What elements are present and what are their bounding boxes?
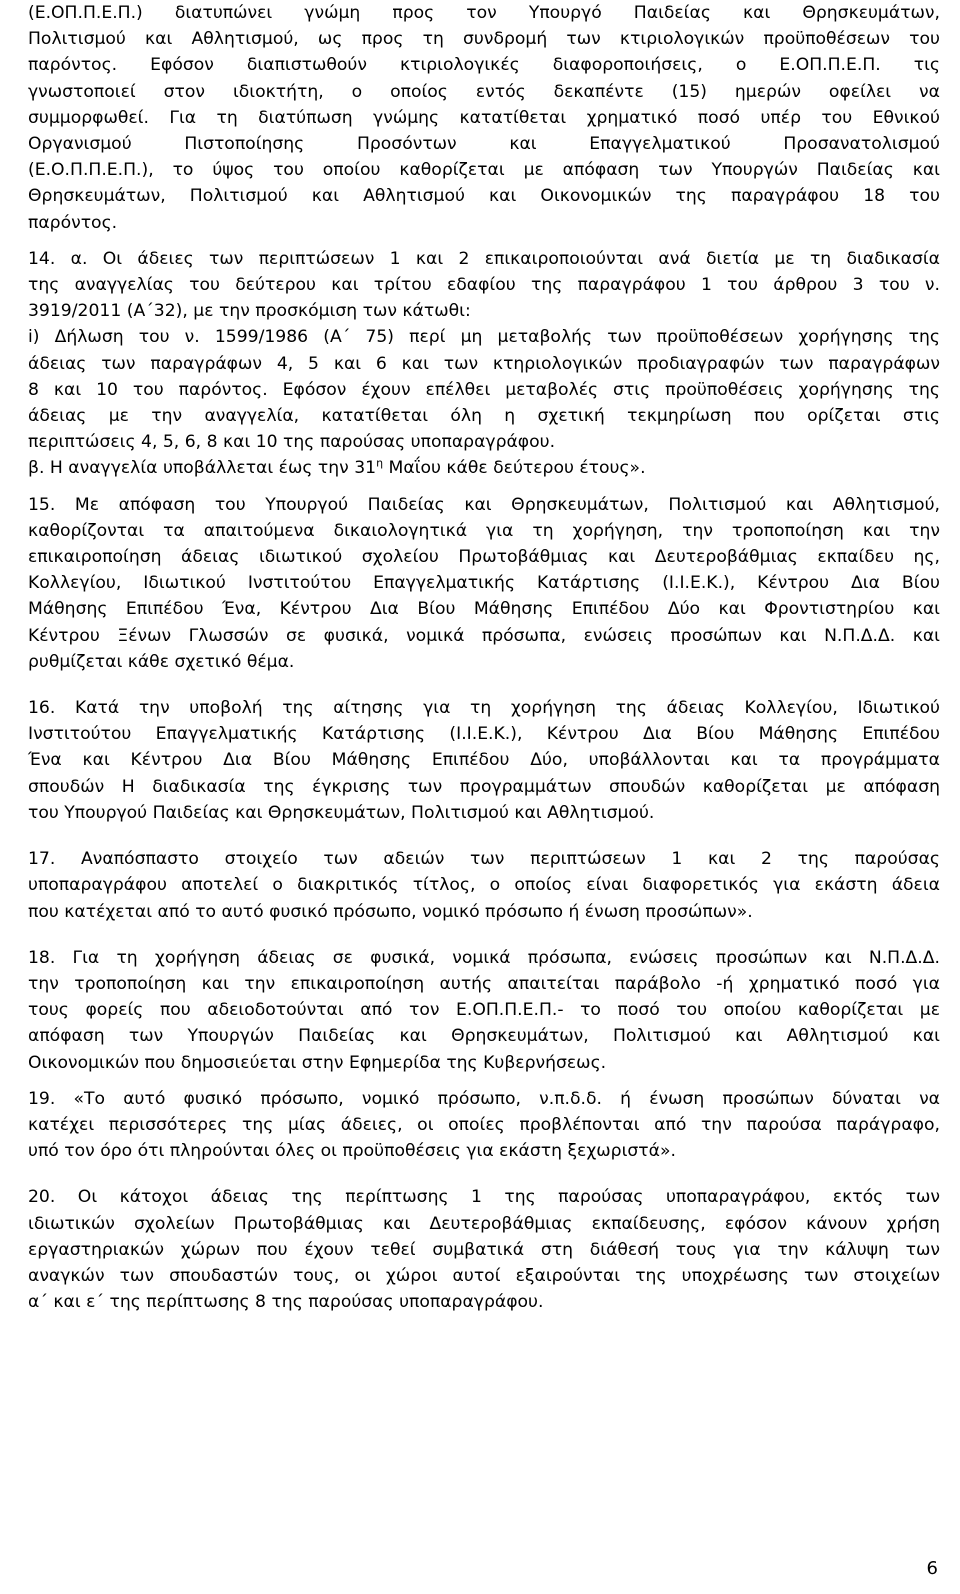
text-line: εργαστηριακών χώρων που έχουν τεθεί συμβατικά στη διάθεσή τους για την κάλυψη των (28, 1239, 940, 1260)
text-line: επικαιροποίηση άδειας ιδιωτικού σχολείου Πρωτοβάθμιας και Δευτεροβάθμιας εκπαίδευ ης, (28, 547, 940, 568)
text-line: άδειας των παραγράφων 4, 5 και 6 και των κτηριολογικών προδιαγραφών των παραγράφων (28, 353, 940, 374)
text-line: Μάθησης Επιπέδου Ένα, Κέντρου Δια Βίου Μάθησης Επιπέδου Δύο και Φροντιστηρίου και (28, 599, 940, 620)
text-line: 18. Για τη χορήγηση άδειας σε φυσικά, νομικά πρόσωπα, ενώσεις προσώπων και Ν.Π.Δ.Δ. (28, 947, 940, 968)
text-line: την τροποποίηση και την επικαιροποίηση αυτής απαιτείται παράβολο -ή χρηματικό ποσό για (28, 973, 940, 994)
text-line: 15. Με απόφαση του Υπουργού Παιδείας και Θρησκευμάτων, Πολιτισμού και Αθλητισμού, (28, 494, 940, 515)
text-line: καθορίζονται τα απαιτούμενα δικαιολογητικά για τη χορήγηση, την τροποποίηση και την (28, 520, 940, 541)
text-line: υποπαραγράφου αποτελεί ο διακριτικός τίτλος, ο οποίος είναι διαφορετικός για εκάστη άδεια (28, 875, 940, 896)
text-line: Ένα και Κέντρου Δια Βίου Μάθησης Επιπέδου Δύο, υποβάλλονται και τα προγράμματα (28, 750, 940, 771)
text-line: (Ε.ΟΠ.Π.Ε.Π.) διατυπώνει γνώμη προς τον Υπουργό Παιδείας και Θρησκευμάτων, (28, 3, 940, 23)
text-line: ρυθμίζεται κάθε σχετικό θέμα. (28, 651, 295, 672)
page-number: 6 (926, 1558, 938, 1579)
text-line: 17. Αναπόσπαστο στοιχείο των αδειών των περιπτώσεων 1 και 2 της παρούσας (28, 849, 940, 870)
text-line: που κατέχεται από το αυτό φυσικό πρόσωπο, νομικό πρόσωπο ή ένωση προσώπων». (28, 901, 753, 922)
text-line (28, 455, 940, 481)
text-line: Οικονομικών που δημοσιεύεται στην Εφημερίδα της Κυβερνήσεως. (28, 1052, 607, 1073)
paragraph-18 (28, 945, 940, 1076)
text-line: απόφαση των Υπουργών Παιδείας και Θρησκευμάτων, Πολιτισμού και Αθλητισμού και (28, 1026, 940, 1047)
paragraph-19 (28, 1086, 940, 1165)
document-page (28, 0, 940, 1315)
text-line: α΄ και ε΄ της περίπτωσης 8 της παρούσας υποπαραγράφου. (28, 1292, 544, 1313)
text-line: Οργανισμού Πιστοποίησης Προσόντων και Επαγγελματικού Προσανατολισμού (28, 134, 940, 155)
paragraph-14 (28, 246, 940, 482)
superscript: η (376, 456, 384, 470)
paragraph-15 (28, 492, 940, 675)
text-fragment: Μαΐου κάθε δεύτερου έτους». (383, 458, 646, 479)
text-line: της αναγγελίας του δεύτερου και τρίτου εδαφίου της παραγράφου 1 του άρθρου 3 του ν. (28, 275, 940, 296)
text-line: Πολιτισμού και Αθλητισμού, ως προς τη συνδρομή των κτιριολογικών προϋποθέσεων του (28, 29, 940, 50)
text-line: 16. Κατά την υποβολή της αίτησης για τη χορήγηση της άδειας Κολλεγίου, Ιδιωτικού (28, 698, 940, 719)
text-line: περιπτώσεις 4, 5, 6, 8 και 10 της παρούσας υποπαραγράφου. (28, 432, 556, 453)
text-line: συμμορφωθεί. Για τη διατύπωση γνώμης κατατίθεται χρηματικό ποσό υπέρ του Εθνικού (28, 107, 940, 128)
text-line: ιδιωτικών σχολείων Πρωτοβάθμιας και Δευτεροβάθμιας εκπαίδευσης, εφόσον κάνουν χρήση (28, 1213, 940, 1234)
paragraph-17 (28, 846, 940, 925)
text-line: άδειας με την αναγγελία, κατατίθεται όλη η σχετική τεκμηρίωση που ορίζεται στις (28, 406, 940, 427)
text-line: 3919/2011 (Α΄32), με την προσκόμιση των κάτωθι: (28, 301, 471, 322)
text-fragment: β. Η αναγγελία υποβάλλεται έως την 31 (28, 458, 377, 479)
paragraph-16 (28, 695, 940, 826)
text-line: σπουδών Η διαδικασία της έγκρισης των προγραμμάτων σπουδών καθορίζεται με απόφαση (28, 776, 940, 797)
text-line: Κολλεγίου, Ιδιωτικού Ινστιτούτου Επαγγελματικής Κατάρτισης (Ι.Ι.Ε.Κ.), Κέντρου Δια Βίου (28, 573, 940, 594)
text-line: 14. α. Οι άδειες των περιπτώσεων 1 και 2 επικαιροποιούνται ανά διετία με τη διαδικασία (28, 248, 940, 269)
text-line: γνωστοποιεί στον ιδιοκτήτη, ο οποίος εντός δεκαπέντε (15) ημερών οφείλει να (28, 81, 940, 102)
text-line: Θρησκευμάτων, Πολιτισμού και Αθλητισμού και Οικονομικών της παραγράφου 18 του (28, 186, 940, 207)
text-line: τους φορείς που αδειοδοτούνται από τον Ε.ΟΠ.Π.Ε.Π.- το ποσό του οποίου καθορίζεται με (28, 1000, 940, 1021)
text-line: (Ε.Ο.Π.Π.Ε.Π.), το ύψος του οποίου καθορίζεται με απόφαση των Υπουργών Παιδείας και (28, 160, 940, 181)
text-line: παρόντος. (28, 212, 118, 233)
text-line: παρόντος. Εφόσον διαπιστωθούν κτιριολογικές διαφοροποιήσεις, ο Ε.ΟΠ.Π.Ε.Π. τις (28, 55, 940, 76)
text-line: αναγκών των σπουδαστών τους, οι χώροι αυτοί εξαιρούνται της υποχρέωσης των στοιχείων (28, 1265, 940, 1286)
text-line: του Υπουργού Παιδείας και Θρησκευμάτων, Πολιτισμού και Αθλητισμού. (28, 802, 655, 823)
text-line: Κέντρου Ξένων Γλωσσών σε φυσικά, νομικά πρόσωπα, ενώσεις προσώπων και Ν.Π.Δ.Δ. και (28, 625, 940, 646)
paragraph-13-continuation (28, 0, 940, 236)
text-line: κατέχει περισσότερες της μίας άδειες, οι οποίες προβλέπονται από την παρούσα παράγραφο, (28, 1114, 940, 1135)
text-line: i) Δήλωση του ν. 1599/1986 (Α΄ 75) περί μη μεταβολής των προϋποθέσεων χορήγησης της (28, 327, 940, 348)
text-line: Ινστιτούτου Επαγγελματικής Κατάρτισης (Ι.Ι.Ε.Κ.), Κέντρου Δια Βίου Μάθησης Επιπέδου (28, 724, 940, 745)
text-line: 19. «Το αυτό φυσικό πρόσωπο, νομικό πρόσωπο, ν.π.δ.δ. ή ένωση προσώπων δύναται να (28, 1088, 940, 1109)
text-line: 8 και 10 του παρόντος. Εφόσον έχουν επέλθει μεταβολές στις προϋποθέσεις χορήγησης της (28, 379, 940, 400)
paragraph-20 (28, 1184, 940, 1315)
text-line: 20. Οι κάτοχοι άδειας της περίπτωσης 1 της παρούσας υποπαραγράφου, εκτός των (28, 1187, 940, 1208)
text-line: υπό τον όρο ότι πληρούνται όλες οι προϋποθέσεις για εκάστη ξεχωριστά». (28, 1141, 676, 1162)
